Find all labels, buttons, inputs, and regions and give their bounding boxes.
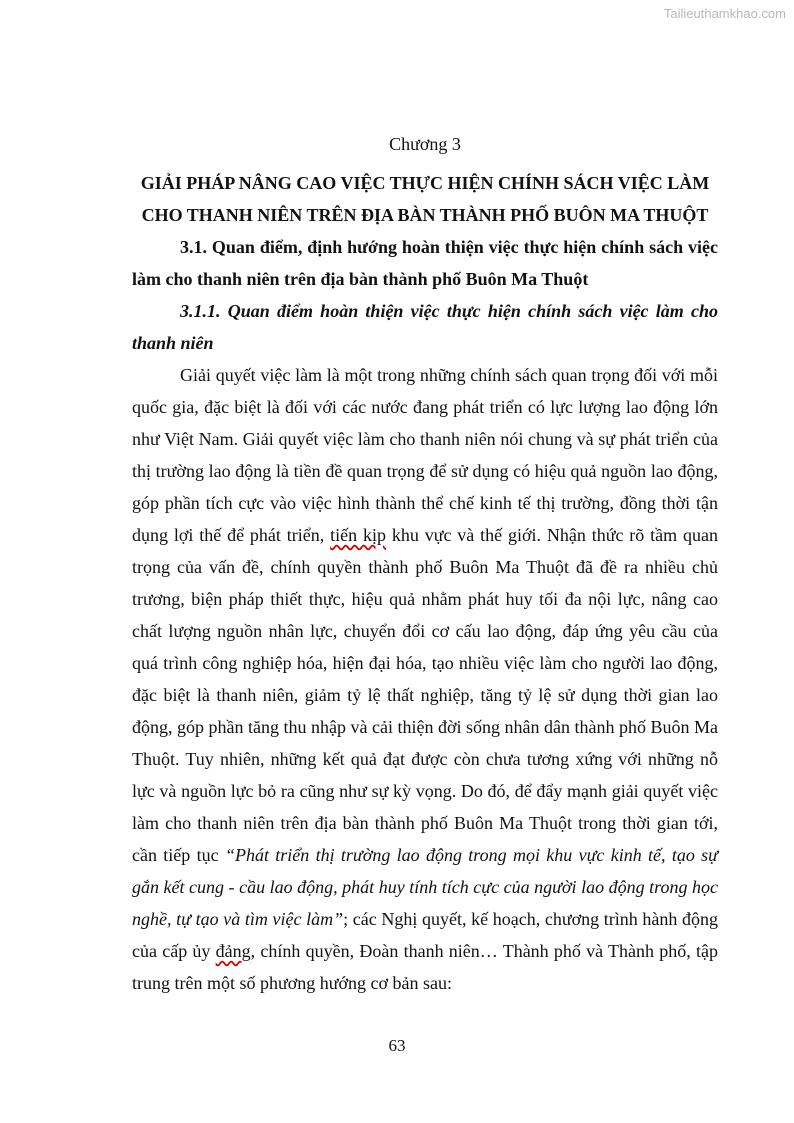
paragraph-text-3: ; các Nghị quyết, kế hoạch, chương trình hành động của cấp ủy	[132, 909, 718, 961]
document-page	[132, 132, 718, 999]
subsection-heading: 3.1.1. Quan điểm hoàn thiện việc thực hiện chính sách việc làm cho thanh niên	[132, 301, 718, 353]
paragraph-text-4: , chính quyền, Đoàn thanh niên… Thành phố và Thành phố, tập trung trên một số phương hướng cơ bản sau:	[132, 941, 718, 993]
chapter-title-line-1: GIẢI PHÁP NÂNG CAO VIỆC THỰC HIỆN CHÍNH SÁCH VIỆC LÀM	[140, 173, 710, 193]
chapter-label: Chương 3	[389, 134, 461, 154]
spellcheck-underlined-word: tiến kịp	[330, 525, 386, 545]
chapter-title	[132, 167, 718, 231]
chapter-title-line-2: CHO THANH NIÊN TRÊN ĐỊA BÀN THÀNH PHỐ BUÔN MA THUỘT	[141, 205, 709, 225]
page-number: 63	[388, 1036, 406, 1055]
paragraph-text-1: Giải quyết việc làm là một trong những chính sách quan trọng đối với mỗi quốc gia, đặc biệt là đối với các nước đang phát triển có lực lượng lao động lớn như Việt Nam. Giải quyết việc làm cho thanh niên nói chung và sự phát triển của thị trường lao động là tiền đề quan trọng để sử dụng có hiệu quả nguồn lao động, góp phần tích cực vào việc hình thành thể chế kinh tế thị trường, đồng thời tận dụng lợi thế để phát triển,	[132, 365, 718, 545]
quoted-policy-text: “Phát triển thị trường lao động trong mọi khu vực kinh tế, tạo sự gắn kết cung - cầu lao động, phát huy tính tích cực của người lao động trong học nghề, tự tạo và tìm việc làm”	[132, 845, 718, 929]
spellcheck-underlined-word: đảng	[215, 941, 251, 961]
watermark: Tailieuthamkhao.com	[663, 6, 786, 21]
body-paragraph	[132, 359, 718, 999]
section-heading: 3.1. Quan điểm, định hướng hoàn thiện việc thực hiện chính sách việc làm cho thanh niên trên địa bàn thành phố Buôn Ma Thuột	[132, 237, 718, 289]
paragraph-text-2: khu vực và thế giới. Nhận thức rõ tầm quan trọng của vấn đề, chính quyền thành phố Buôn Ma Thuột đã đề ra nhiều chủ trương, biện pháp thiết thực, hiệu quả nhằm phát huy tối đa nội lực, nâng cao chất lượng nguồn nhân lực, chuyển đổi cơ cấu lao động, đáp ứng yêu cầu của quá trình công nghiệp hóa, hiện đại hóa, tạo nhiều việc làm cho người lao động, đặc biệt là thanh niên, giảm tỷ lệ thất nghiệp, tăng tỷ lệ sử dụng thời gian lao động, góp phần tăng thu nhập và cải thiện đời sống nhân dân thành phố Buôn Ma Thuột. Tuy nhiên, những kết quả đạt được còn chưa tương xứng với những nỗ lực và nguồn lực bỏ ra cũng như sự kỳ vọng. Do đó, để đẩy mạnh giải quyết việc làm cho thanh niên trên địa bàn thành phố Buôn Ma Thuột trong thời gian tới, cần tiếp tục	[132, 525, 718, 865]
